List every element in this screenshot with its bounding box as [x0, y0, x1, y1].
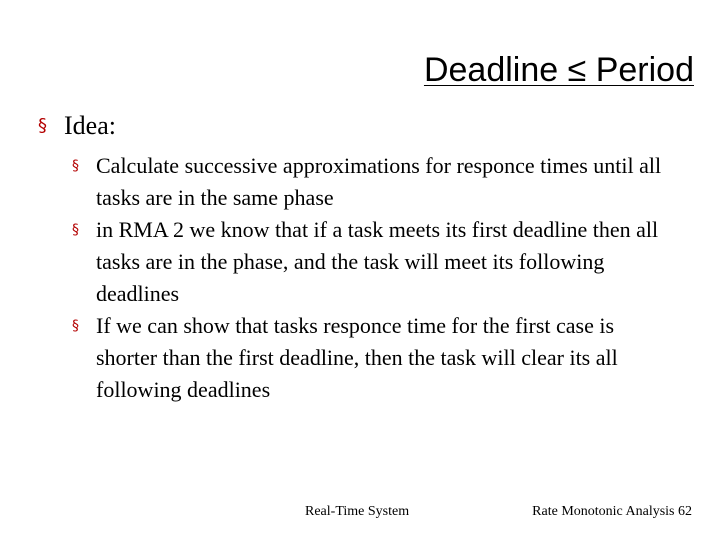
square-bullet-icon: §	[72, 222, 79, 238]
sub-point-text: in RMA 2 we know that if a task meets its first deadline then all tasks are in the phase, and the task will meet its following deadlines	[96, 217, 659, 306]
sub-point-text: Calculate successive approximations for responce times until all tasks are in the same phase	[96, 153, 662, 210]
sub-point	[58, 150, 678, 214]
slide-title: Deadline ≤ Period	[423, 51, 694, 89]
sub-point	[58, 310, 678, 406]
main-point-text: Idea:	[64, 111, 116, 140]
footer-page-info: Rate Monotonic Analysis 62	[532, 504, 692, 519]
square-bullet-icon: §	[72, 318, 79, 334]
slide-content	[38, 110, 698, 406]
sub-point	[58, 214, 678, 310]
sub-point-text: If we can show that tasks responce time for the first case is shorter than the first deadline, then the task will clear its all following deadlines	[96, 313, 618, 402]
footer-course-name: Real-Time System	[305, 504, 410, 519]
sub-point-list	[58, 150, 678, 406]
main-point	[38, 110, 698, 142]
square-bullet-icon: §	[38, 115, 47, 136]
square-bullet-icon: §	[72, 158, 79, 174]
